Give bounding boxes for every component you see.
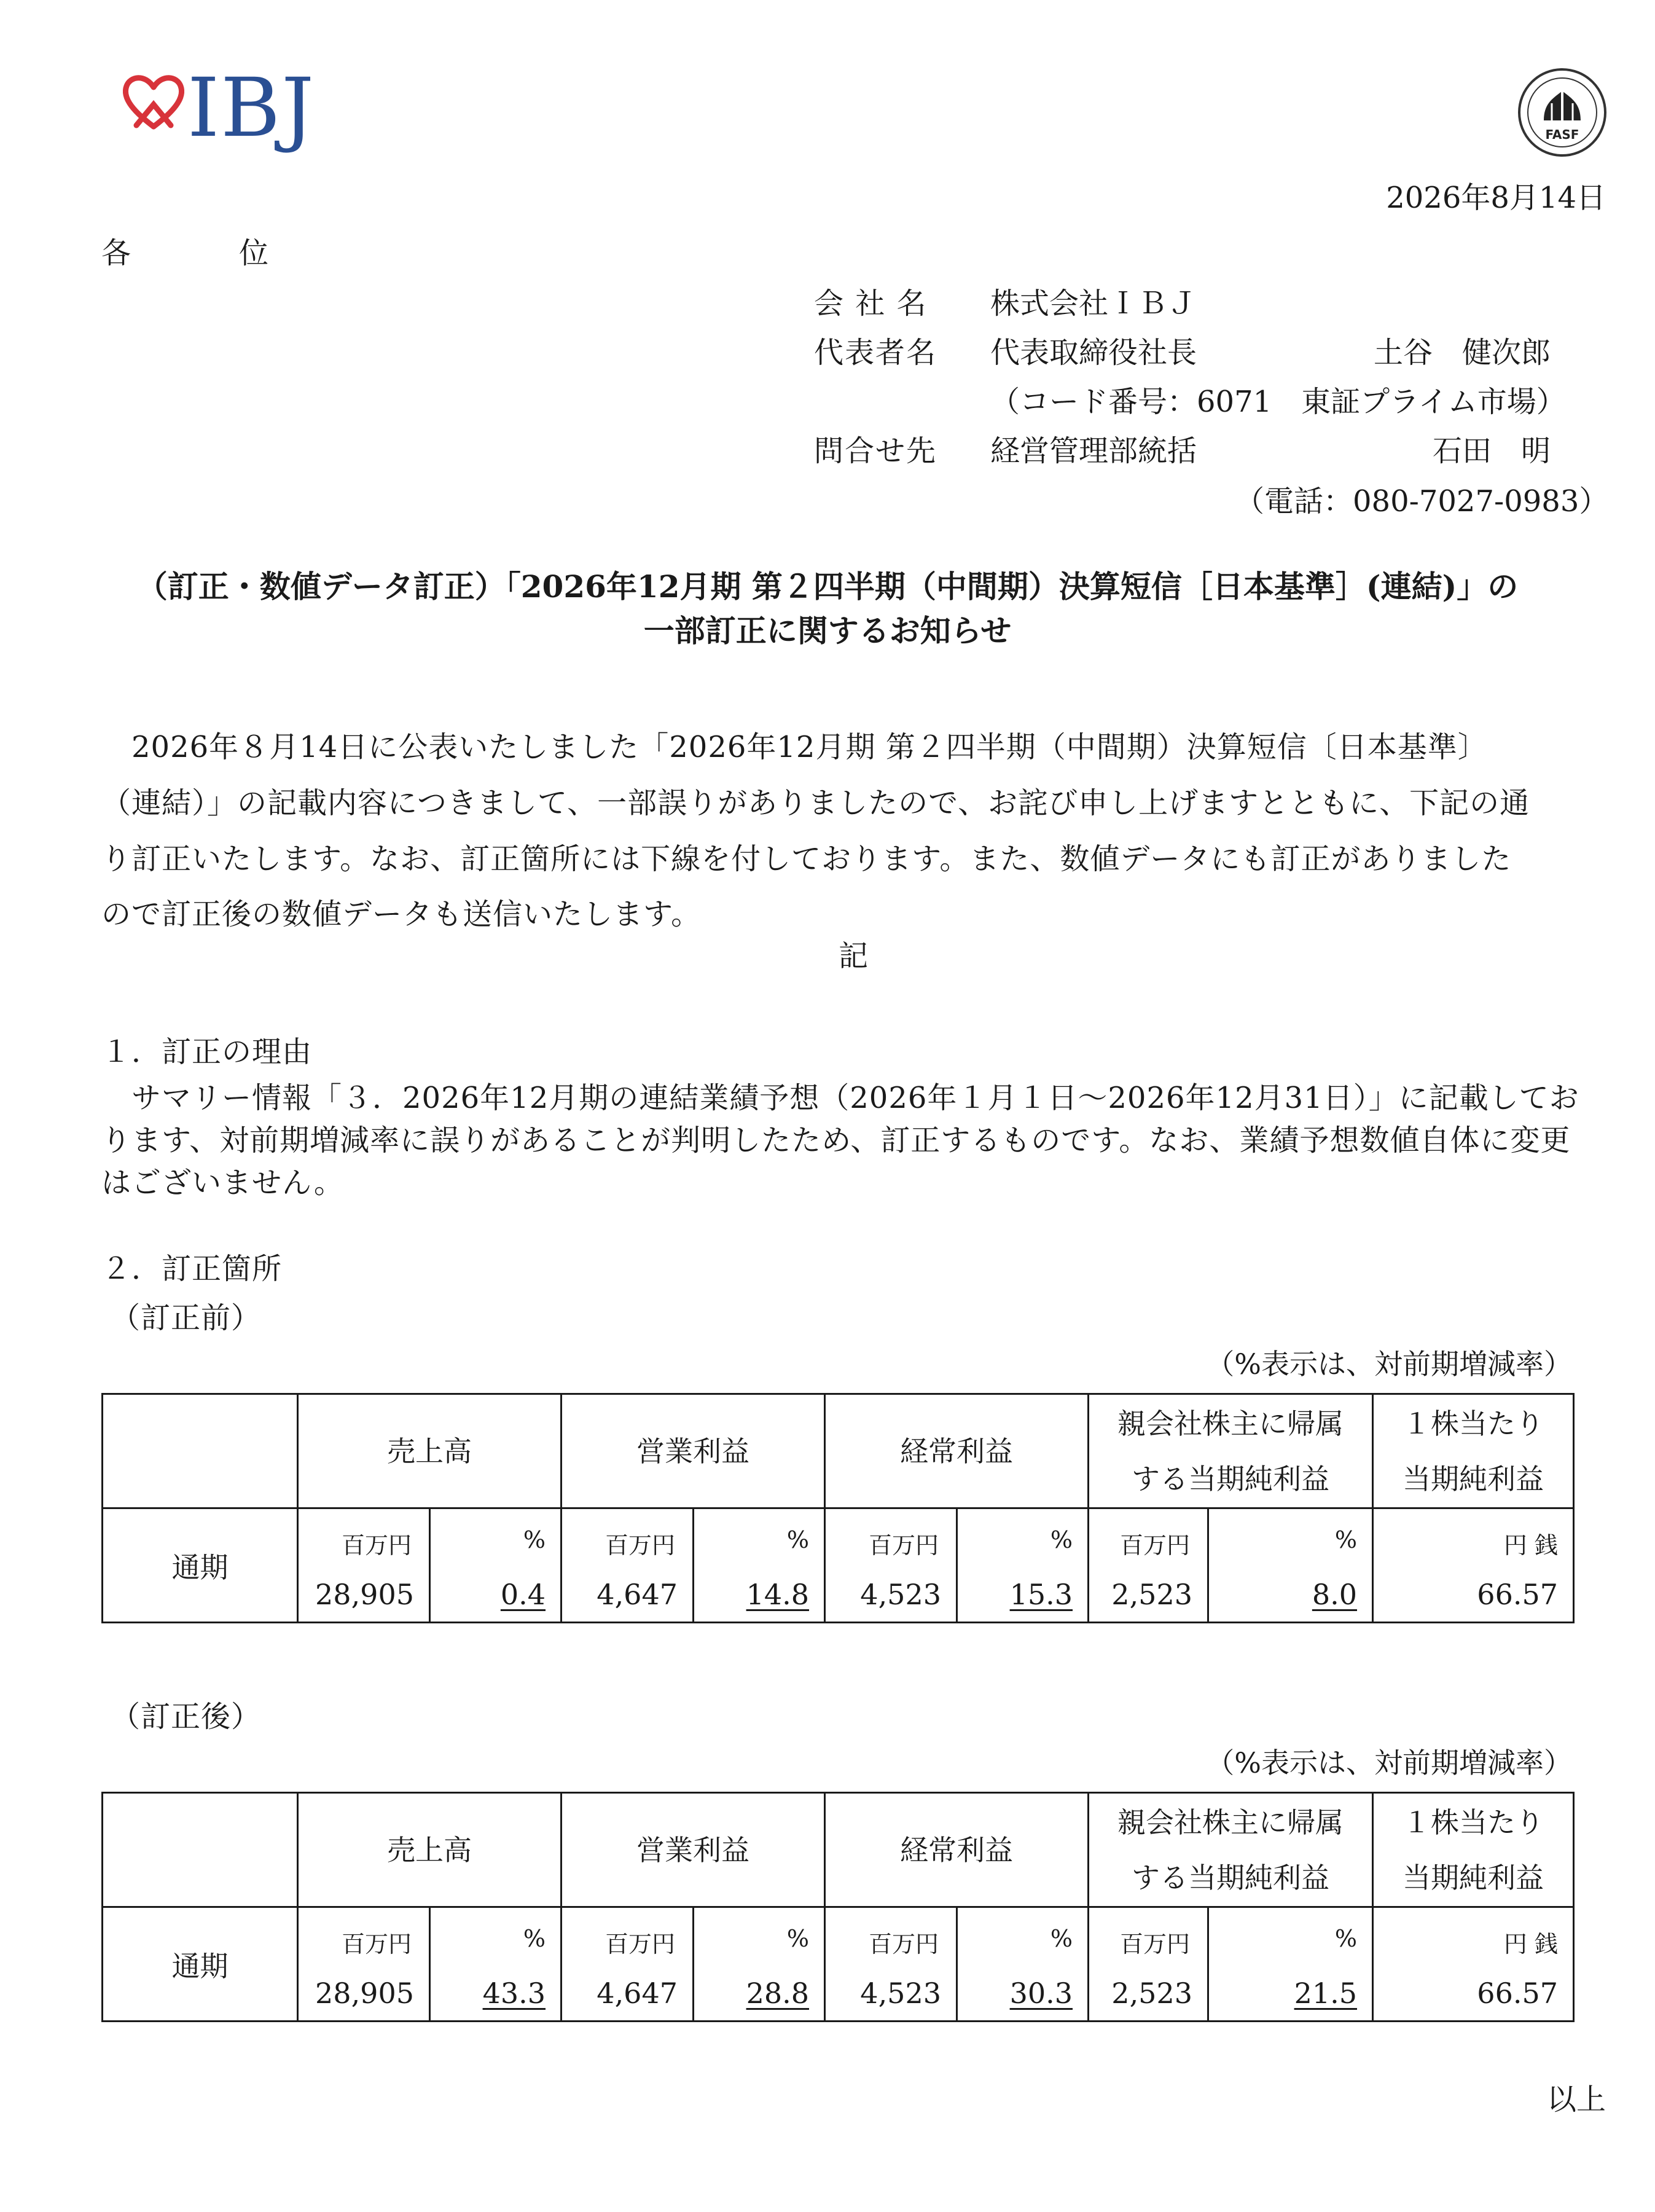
fasf-seal-icon <box>1516 66 1608 159</box>
ki-heading: 記 <box>838 939 868 973</box>
header-eps: １株当たり 当期純利益 <box>1373 1793 1574 1907</box>
intro-line: 2026年８月14日に公表いたしました「2026年12月期 第２四半期（中間期）決算短信〔日本基準〕 <box>101 730 1488 764</box>
net-pct-cell: % 21.5 <box>1208 1907 1373 2022</box>
forecast-table-before <box>101 1393 1575 1623</box>
document-date: 2026年8月14日 <box>1386 181 1606 215</box>
net-cell: 百万円 2,523 <box>1089 1907 1208 2022</box>
header-sales: 売上高 <box>298 1394 561 1508</box>
net-pct-cell: % 8.0 <box>1208 1508 1373 1623</box>
period-label: 通期 <box>103 1508 298 1623</box>
period-label: 通期 <box>103 1907 298 2022</box>
ord-cell: 百万円 4,523 <box>825 1508 957 1623</box>
after-label: （訂正後） <box>111 1700 262 1734</box>
intro-line: り訂正いたします。なお、訂正箇所には下線を付しております。また、数値データにも訂正がありました <box>101 842 1512 876</box>
logo-wordmark: IBJ <box>187 61 316 155</box>
seal-text: FASF <box>1545 127 1579 142</box>
phone-number: （電話：080-7027-0983） <box>1235 484 1609 519</box>
sales-pct-cell: % 0.4 <box>430 1508 561 1623</box>
contact-label: 問合せ先 <box>814 434 937 468</box>
addressee: 各 位 <box>101 236 308 270</box>
forecast-table-after <box>101 1792 1575 2022</box>
document-title-line2: 一部訂正に関するお知らせ <box>643 613 1012 649</box>
op-cell: 百万円 4,647 <box>561 1508 694 1623</box>
header-operating-profit: 営業利益 <box>561 1394 825 1508</box>
op-pct-cell: % 14.8 <box>694 1508 825 1623</box>
section1-heading: １．訂正の理由 <box>101 1035 313 1069</box>
net-cell: 百万円 2,523 <box>1089 1508 1208 1623</box>
intro-line: （連結）」の記載内容につきまして、一部誤りがありましたので、お詫び申し上げますとともに、下記の通 <box>101 786 1530 820</box>
table-corner-cell <box>103 1394 298 1508</box>
pct-note: （%表示は、対前期増減率） <box>1206 1746 1572 1779</box>
heart-icon <box>123 73 184 131</box>
ord-pct-cell: % 15.3 <box>957 1508 1089 1623</box>
code-number: （コード番号：6071 東証プライム市場） <box>990 385 1566 419</box>
op-pct-cell: % 28.8 <box>694 1907 825 2022</box>
ord-pct-cell: % 30.3 <box>957 1907 1089 2022</box>
header-sales: 売上高 <box>298 1793 561 1907</box>
section2-heading: ２．訂正箇所 <box>101 1252 283 1286</box>
contact-value: 経営管理部統括 石田 明 <box>990 434 1551 468</box>
section1-line: ります、対前期増減率に誤りがあることが判明したため、訂正するものです。なお、業績予想数値自体に変更 <box>101 1123 1571 1158</box>
header-eps: １株当たり 当期純利益 <box>1373 1394 1574 1508</box>
company-name-label: 会 社 名 <box>814 286 928 321</box>
header-operating-profit: 営業利益 <box>561 1793 825 1907</box>
sales-cell: 百万円 28,905 <box>298 1907 430 2022</box>
company-logo <box>123 61 319 166</box>
eps-cell: 円 銭 66.57 <box>1373 1907 1574 2022</box>
header-net-profit: 親会社株主に帰属 する当期純利益 <box>1089 1793 1373 1907</box>
header-net-profit: 親会社株主に帰属 する当期純利益 <box>1089 1394 1373 1508</box>
representative-label: 代表者名 <box>814 335 937 370</box>
document-title-line1: （訂正・数値データ訂正）「2026年12月期 第２四半期（中間期）決算短信［日本基準］(連結)」の <box>136 568 1519 605</box>
table-corner-cell <box>103 1793 298 1907</box>
op-cell: 百万円 4,647 <box>561 1907 694 2022</box>
before-label: （訂正前） <box>111 1301 262 1335</box>
section1-line: はございません。 <box>101 1166 344 1200</box>
eps-cell: 円 銭 66.57 <box>1373 1508 1574 1623</box>
company-name-value: 株式会社ＩＢＪ <box>990 286 1197 321</box>
pct-note: （%表示は、対前期増減率） <box>1206 1347 1572 1381</box>
representative-value: 代表取締役社長 土谷 健次郎 <box>990 335 1551 370</box>
ord-cell: 百万円 4,523 <box>825 1907 957 2022</box>
intro-line: ので訂正後の数値データも送信いたします。 <box>101 897 702 931</box>
sales-cell: 百万円 28,905 <box>298 1508 430 1623</box>
header-ordinary-profit: 経常利益 <box>825 1394 1089 1508</box>
header-ordinary-profit: 経常利益 <box>825 1793 1089 1907</box>
sales-pct-cell: % 43.3 <box>430 1907 561 2022</box>
section1-line: サマリー情報「３．2026年12月期の連結業績予想（2026年１月１日～2026年12月31日）」に記載してお <box>101 1081 1579 1115</box>
closing-mark: 以上 <box>1546 2082 1606 2117</box>
